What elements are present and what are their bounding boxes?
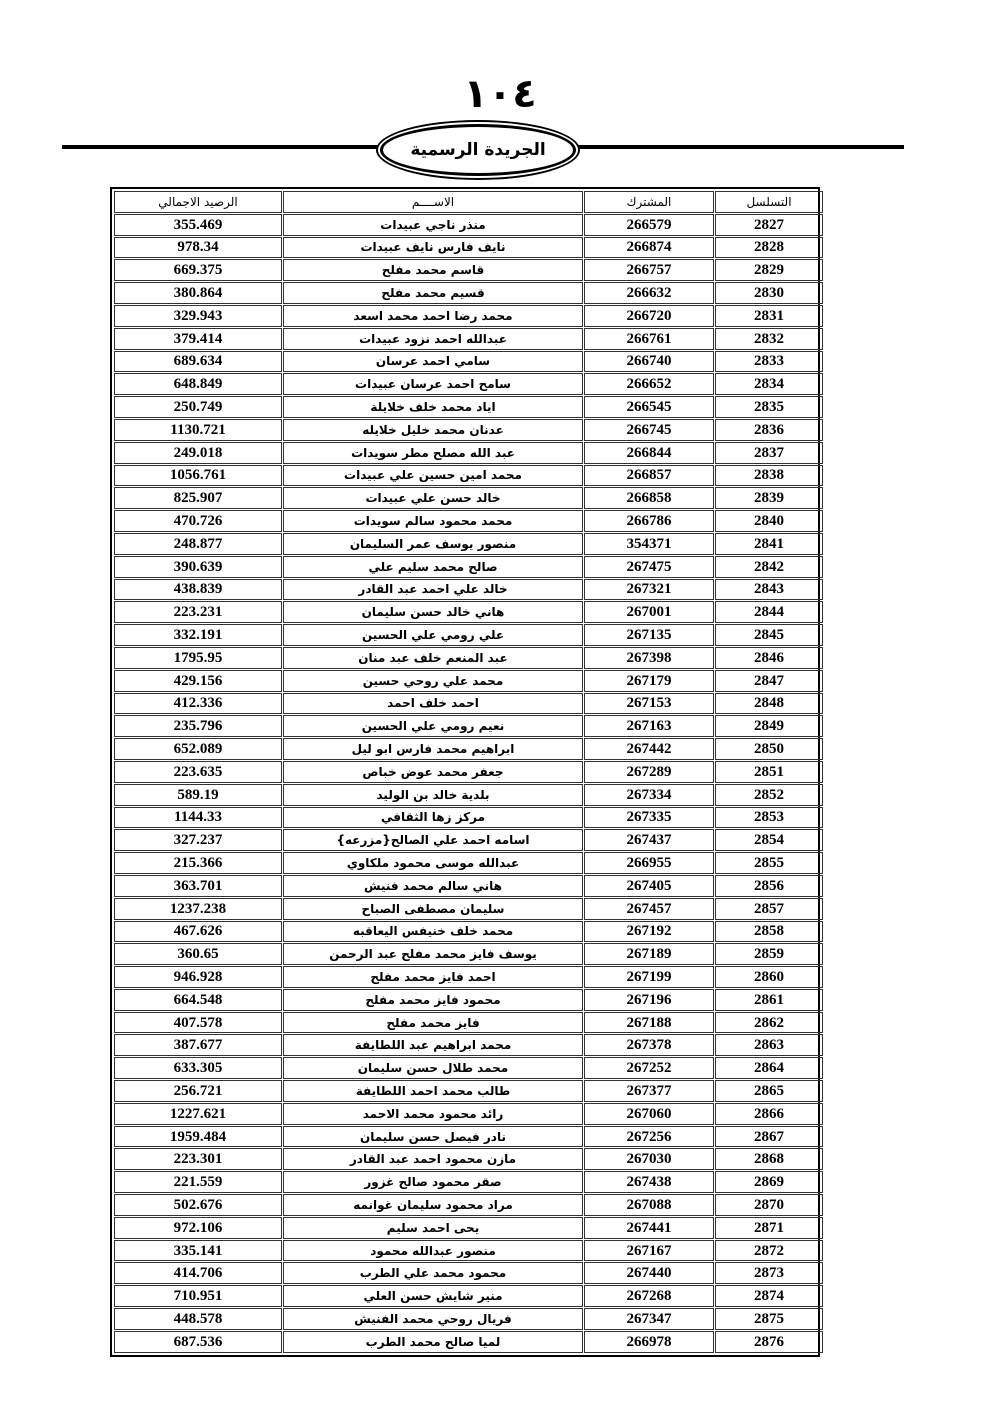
name-cell: محمود فايز محمد مفلح (283, 989, 583, 1011)
name-cell: اسامه احمد علي الصالح{مزرعه} (283, 829, 583, 851)
balance-cell: 215.366 (114, 852, 282, 874)
serial-cell: 2831 (715, 305, 823, 327)
name-cell: ابراهيم محمد فارس ابو ليل (283, 738, 583, 760)
name-cell: سليمان مصطفى الصباح (283, 898, 583, 920)
name-cell: صالح محمد سليم علي (283, 556, 583, 578)
subscriber-cell: 267335 (584, 807, 714, 829)
name-cell: سامح احمد عرسان عبيدات (283, 373, 583, 395)
column-header-balance: الرصيد الاجمالي (114, 191, 282, 213)
table-row (114, 989, 823, 1011)
name-cell: خالد حسن علي عبيدات (283, 487, 583, 509)
balance-cell: 1795.95 (114, 647, 282, 669)
serial-cell: 2839 (715, 487, 823, 509)
name-cell: محمد ابراهيم عبد اللطايفة (283, 1034, 583, 1056)
name-cell: رائد محمود محمد الاحمد (283, 1103, 583, 1125)
serial-cell: 2840 (715, 510, 823, 532)
balance-cell: 412.336 (114, 693, 282, 715)
serial-cell: 2841 (715, 533, 823, 555)
table-row (114, 1262, 823, 1284)
name-cell: منير شايش حسن العلي (283, 1285, 583, 1307)
table-body (114, 214, 823, 1353)
serial-cell: 2871 (715, 1217, 823, 1239)
subscriber-cell: 266545 (584, 396, 714, 418)
name-cell: محمد محمود سالم سويدات (283, 510, 583, 532)
table-row (114, 715, 823, 737)
balance-cell: 360.65 (114, 943, 282, 965)
balance-cell: 256.721 (114, 1080, 282, 1102)
balance-cell: 710.951 (114, 1285, 282, 1307)
serial-cell: 2874 (715, 1285, 823, 1307)
balance-cell: 687.536 (114, 1331, 282, 1353)
name-cell: مازن محمود احمد عبد القادر (283, 1148, 583, 1170)
serial-cell: 2842 (715, 556, 823, 578)
table-row (114, 1057, 823, 1079)
table-row (114, 943, 823, 965)
subscriber-cell: 266720 (584, 305, 714, 327)
subscriber-cell: 266786 (584, 510, 714, 532)
subscriber-cell: 266757 (584, 259, 714, 281)
serial-cell: 2843 (715, 579, 823, 601)
table-row (114, 966, 823, 988)
name-cell: قسيم محمد مفلح (283, 282, 583, 304)
subscriber-cell: 354371 (584, 533, 714, 555)
name-cell: عبد الله مصلح مطر سويدات (283, 442, 583, 464)
table-row (114, 237, 823, 259)
subscriber-cell: 267088 (584, 1194, 714, 1216)
subscriber-cell: 267252 (584, 1057, 714, 1079)
name-cell: احمد خلف احمد (283, 693, 583, 715)
name-cell: نادر فيصل حسن سليمان (283, 1126, 583, 1148)
balance-cell: 1144.33 (114, 807, 282, 829)
balance-cell: 972.106 (114, 1217, 282, 1239)
table-row (114, 1148, 823, 1170)
balance-cell: 329.943 (114, 305, 282, 327)
table-row (114, 533, 823, 555)
balance-cell: 332.191 (114, 624, 282, 646)
serial-cell: 2852 (715, 784, 823, 806)
table-row (114, 1126, 823, 1148)
balance-cell: 664.548 (114, 989, 282, 1011)
table-row (114, 1012, 823, 1034)
serial-cell: 2833 (715, 351, 823, 373)
balance-cell: 946.928 (114, 966, 282, 988)
serial-cell: 2848 (715, 693, 823, 715)
table-row (114, 852, 823, 874)
balance-cell: 223.301 (114, 1148, 282, 1170)
balance-cell: 1227.621 (114, 1103, 282, 1125)
name-cell: طالب محمد احمد اللطايفة (283, 1080, 583, 1102)
balance-cell: 414.706 (114, 1262, 282, 1284)
serial-cell: 2867 (715, 1126, 823, 1148)
serial-cell: 2836 (715, 419, 823, 441)
serial-cell: 2844 (715, 601, 823, 623)
table-row (114, 647, 823, 669)
serial-cell: 2856 (715, 875, 823, 897)
subscriber-cell: 267442 (584, 738, 714, 760)
balance-cell: 248.877 (114, 533, 282, 555)
name-cell: محمد علي روحي حسين (283, 670, 583, 692)
balance-cell: 429.156 (114, 670, 282, 692)
subscriber-cell: 266761 (584, 328, 714, 350)
table-row (114, 1331, 823, 1353)
name-cell: يحى احمد سليم (283, 1217, 583, 1239)
subscriber-cell: 266844 (584, 442, 714, 464)
serial-cell: 2865 (715, 1080, 823, 1102)
serial-cell: 2832 (715, 328, 823, 350)
name-cell: محمود محمد علي الطرب (283, 1262, 583, 1284)
subscriber-cell: 267030 (584, 1148, 714, 1170)
subscriber-cell: 267457 (584, 898, 714, 920)
table-row (114, 807, 823, 829)
table-row (114, 487, 823, 509)
balance-cell: 1056.761 (114, 465, 282, 487)
serial-cell: 2870 (715, 1194, 823, 1216)
column-header-subscriber: المشترك (584, 191, 714, 213)
subscriber-cell: 267153 (584, 693, 714, 715)
subscriber-cell: 267321 (584, 579, 714, 601)
balance-cell: 448.578 (114, 1308, 282, 1330)
balance-cell: 633.305 (114, 1057, 282, 1079)
balance-cell: 652.089 (114, 738, 282, 760)
serial-cell: 2859 (715, 943, 823, 965)
table-row (114, 1240, 823, 1262)
column-header-serial: التسلسل (715, 191, 823, 213)
subscribers-table (113, 190, 824, 1354)
table-row (114, 624, 823, 646)
subscriber-cell: 267060 (584, 1103, 714, 1125)
subscriber-cell: 267347 (584, 1308, 714, 1330)
table-row (114, 921, 823, 943)
balance-cell: 1130.721 (114, 419, 282, 441)
table-row (114, 373, 823, 395)
balance-cell: 250.749 (114, 396, 282, 418)
name-cell: منصور عبدالله محمود (283, 1240, 583, 1262)
table-row (114, 761, 823, 783)
subscriber-cell: 267334 (584, 784, 714, 806)
name-cell: نايف فارس نايف عبيدات (283, 237, 583, 259)
subscriber-cell: 266955 (584, 852, 714, 874)
table-row (114, 693, 823, 715)
table-row (114, 305, 823, 327)
table-row (114, 898, 823, 920)
balance-cell: 390.639 (114, 556, 282, 578)
subscriber-cell: 266579 (584, 214, 714, 236)
table-row (114, 670, 823, 692)
name-cell: عدنان محمد خليل خلايله (283, 419, 583, 441)
name-cell: مراد محمود سليمان غوانمه (283, 1194, 583, 1216)
subscriber-cell: 267268 (584, 1285, 714, 1307)
balance-cell: 669.375 (114, 259, 282, 281)
serial-cell: 2862 (715, 1012, 823, 1034)
table-row (114, 442, 823, 464)
name-cell: محمد رضا احمد محمد اسعد (283, 305, 583, 327)
name-cell: عبدالله موسى محمود ملكاوي (283, 852, 583, 874)
table-header-row (114, 191, 823, 213)
subscriber-cell: 267475 (584, 556, 714, 578)
balance-cell: 689.634 (114, 351, 282, 373)
serial-cell: 2857 (715, 898, 823, 920)
table-row (114, 510, 823, 532)
balance-cell: 470.726 (114, 510, 282, 532)
name-cell: محمد طلال حسن سليمان (283, 1057, 583, 1079)
table-row (114, 1034, 823, 1056)
table-row (114, 1171, 823, 1193)
table-row (114, 1194, 823, 1216)
serial-cell: 2829 (715, 259, 823, 281)
serial-cell: 2851 (715, 761, 823, 783)
table-row (114, 1103, 823, 1125)
subscriber-cell: 267196 (584, 989, 714, 1011)
table-row (114, 396, 823, 418)
balance-cell: 648.849 (114, 373, 282, 395)
balance-cell: 235.796 (114, 715, 282, 737)
subscriber-cell: 267289 (584, 761, 714, 783)
table-row (114, 875, 823, 897)
subscriber-cell: 266632 (584, 282, 714, 304)
subscriber-cell: 266652 (584, 373, 714, 395)
serial-cell: 2875 (715, 1308, 823, 1330)
serial-cell: 2868 (715, 1148, 823, 1170)
table-row (114, 1217, 823, 1239)
balance-cell: 223.231 (114, 601, 282, 623)
subscriber-cell: 267377 (584, 1080, 714, 1102)
serial-cell: 2838 (715, 465, 823, 487)
name-cell: جعفر محمد عوض خباص (283, 761, 583, 783)
subscribers-table-frame (110, 187, 820, 1357)
subscriber-cell: 267398 (584, 647, 714, 669)
balance-cell: 355.469 (114, 214, 282, 236)
table-row (114, 738, 823, 760)
serial-cell: 2860 (715, 966, 823, 988)
table-row (114, 556, 823, 578)
subscriber-cell: 267405 (584, 875, 714, 897)
subscriber-cell: 267256 (584, 1126, 714, 1148)
name-cell: محمد خلف خنيفس اليعاقبه (283, 921, 583, 943)
table-row (114, 328, 823, 350)
balance-cell: 978.34 (114, 237, 282, 259)
table-row (114, 282, 823, 304)
table-row (114, 1080, 823, 1102)
serial-cell: 2845 (715, 624, 823, 646)
balance-cell: 502.676 (114, 1194, 282, 1216)
name-cell: هاني سالم محمد فنيش (283, 875, 583, 897)
subscriber-cell: 267441 (584, 1217, 714, 1239)
subscriber-cell: 267135 (584, 624, 714, 646)
serial-cell: 2835 (715, 396, 823, 418)
name-cell: اياد محمد خلف خلايلة (283, 396, 583, 418)
balance-cell: 379.414 (114, 328, 282, 350)
subscriber-cell: 266978 (584, 1331, 714, 1353)
name-cell: نعيم رومي علي الحسين (283, 715, 583, 737)
table-row (114, 601, 823, 623)
name-cell: لميا صالح محمد الطرب (283, 1331, 583, 1353)
balance-cell: 223.635 (114, 761, 282, 783)
serial-cell: 2869 (715, 1171, 823, 1193)
balance-cell: 407.578 (114, 1012, 282, 1034)
serial-cell: 2834 (715, 373, 823, 395)
name-cell: عبد المنعم خلف عبد منان (283, 647, 583, 669)
name-cell: يوسف فايز محمد مفلح عبد الرحمن (283, 943, 583, 965)
gazette-title: الجريدة الرسمية (410, 140, 546, 160)
subscriber-cell: 267199 (584, 966, 714, 988)
subscriber-cell: 267378 (584, 1034, 714, 1056)
balance-cell: 221.559 (114, 1171, 282, 1193)
table-row (114, 214, 823, 236)
table-row (114, 351, 823, 373)
subscriber-cell: 266858 (584, 487, 714, 509)
serial-cell: 2830 (715, 282, 823, 304)
balance-cell: 327.237 (114, 829, 282, 851)
serial-cell: 2849 (715, 715, 823, 737)
name-cell: قاسم محمد مفلح (283, 259, 583, 281)
subscriber-cell: 267179 (584, 670, 714, 692)
name-cell: مركز زها الثقافي (283, 807, 583, 829)
serial-cell: 2827 (715, 214, 823, 236)
balance-cell: 438.839 (114, 579, 282, 601)
subscriber-cell: 266857 (584, 465, 714, 487)
name-cell: هاني خالد حسن سليمان (283, 601, 583, 623)
name-cell: صقر محمود صالح غزور (283, 1171, 583, 1193)
serial-cell: 2866 (715, 1103, 823, 1125)
table-row (114, 784, 823, 806)
serial-cell: 2861 (715, 989, 823, 1011)
serial-cell: 2837 (715, 442, 823, 464)
name-cell: فايز محمد مفلح (283, 1012, 583, 1034)
name-cell: فريال روحي محمد الفنيش (283, 1308, 583, 1330)
table-row (114, 465, 823, 487)
table-row (114, 419, 823, 441)
subscriber-cell: 267188 (584, 1012, 714, 1034)
serial-cell: 2863 (715, 1034, 823, 1056)
balance-cell: 387.677 (114, 1034, 282, 1056)
name-cell: بلدية خالد بن الوليد (283, 784, 583, 806)
subscriber-cell: 266740 (584, 351, 714, 373)
subscriber-cell: 267438 (584, 1171, 714, 1193)
subscriber-cell: 267163 (584, 715, 714, 737)
subscriber-cell: 267437 (584, 829, 714, 851)
serial-cell: 2864 (715, 1057, 823, 1079)
balance-cell: 467.626 (114, 921, 282, 943)
serial-cell: 2854 (715, 829, 823, 851)
table-row (114, 829, 823, 851)
name-cell: سامي احمد عرسان (283, 351, 583, 373)
subscriber-cell: 267192 (584, 921, 714, 943)
subscriber-cell: 267001 (584, 601, 714, 623)
name-cell: خالد علي احمد عبد القادر (283, 579, 583, 601)
subscriber-cell: 267440 (584, 1262, 714, 1284)
balance-cell: 335.141 (114, 1240, 282, 1262)
name-cell: منصور يوسف عمر السليمان (283, 533, 583, 555)
serial-cell: 2858 (715, 921, 823, 943)
balance-cell: 363.701 (114, 875, 282, 897)
name-cell: احمد فايز محمد مفلح (283, 966, 583, 988)
serial-cell: 2850 (715, 738, 823, 760)
serial-cell: 2853 (715, 807, 823, 829)
subscriber-cell: 266745 (584, 419, 714, 441)
balance-cell: 380.864 (114, 282, 282, 304)
serial-cell: 2872 (715, 1240, 823, 1262)
serial-cell: 2828 (715, 237, 823, 259)
subscriber-cell: 267189 (584, 943, 714, 965)
serial-cell: 2855 (715, 852, 823, 874)
name-cell: عبدالله احمد نزود عبيدات (283, 328, 583, 350)
table-row (114, 1285, 823, 1307)
balance-cell: 589.19 (114, 784, 282, 806)
balance-cell: 825.907 (114, 487, 282, 509)
balance-cell: 249.018 (114, 442, 282, 464)
name-cell: محمد امين حسين علي عبيدات (283, 465, 583, 487)
balance-cell: 1237.238 (114, 898, 282, 920)
table-row (114, 579, 823, 601)
serial-cell: 2846 (715, 647, 823, 669)
table-row (114, 259, 823, 281)
serial-cell: 2873 (715, 1262, 823, 1284)
name-cell: منذر ناجي عبيدات (283, 214, 583, 236)
table-row (114, 1308, 823, 1330)
column-header-name: الاســــم (283, 191, 583, 213)
name-cell: علي رومي علي الحسين (283, 624, 583, 646)
page-number: ١٠٤ (463, 71, 537, 117)
balance-cell: 1959.484 (114, 1126, 282, 1148)
serial-cell: 2876 (715, 1331, 823, 1353)
subscriber-cell: 266874 (584, 237, 714, 259)
subscriber-cell: 267167 (584, 1240, 714, 1262)
serial-cell: 2847 (715, 670, 823, 692)
